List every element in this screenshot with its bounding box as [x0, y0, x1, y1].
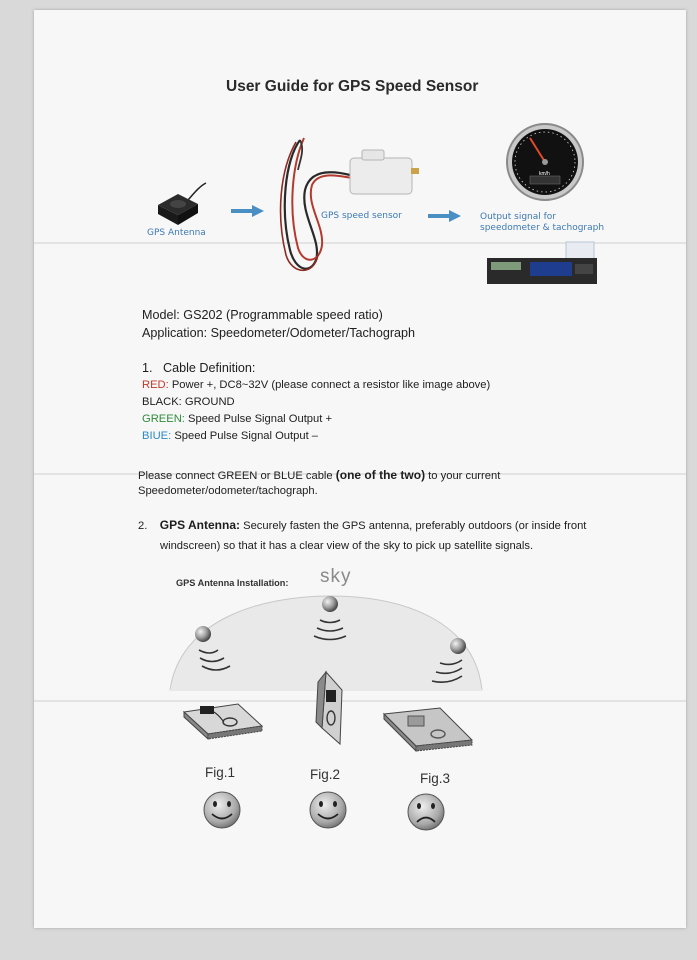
note-text: Please connect GREEN or BLUE cable [138, 470, 336, 482]
gps-antenna-label: GPS Antenna [147, 228, 206, 238]
page-title: User Guide for GPS Speed Sensor [226, 78, 479, 95]
cable-row-green [142, 413, 332, 425]
antenna-plate-icon [184, 704, 262, 739]
sad-face-icon [408, 794, 444, 830]
figure-label: Fig.3 [420, 771, 451, 786]
happy-face-icon [204, 792, 240, 828]
section-2-line2: windscreen) so that it has a clear view of the sky to pick up satellite signals. [160, 540, 534, 552]
gps-antenna-icon [158, 183, 206, 225]
section-title: GPS Antenna: [159, 518, 241, 532]
application-line: Application: Speedometer/Odometer/Tachograph [142, 326, 416, 340]
arrow-icon [231, 205, 264, 217]
cable-description: GROUND [181, 396, 235, 408]
cable-description: Power +, DC8~32V (please connect a resistor like image above) [168, 379, 491, 391]
cable-name: RED: [142, 379, 169, 391]
cable-name: BLACK: [142, 396, 182, 408]
section-number: 1. [142, 361, 153, 375]
connection-note [138, 468, 500, 482]
note-text: to your current [425, 470, 501, 482]
output-signal-label: Output signal for [480, 212, 556, 222]
tachograph-icon [487, 242, 597, 284]
section-number: 2. [138, 520, 148, 532]
section-text: Securely fasten the GPS antenna, preferably outdoors (or inside front [240, 520, 587, 532]
happy-face-icon [310, 792, 346, 828]
section-1-heading [142, 361, 255, 375]
installation-diagram [0, 580, 697, 850]
note-emphasis: (one of the two) [335, 468, 426, 482]
cable-row-red [142, 379, 490, 391]
arrow-icon [428, 210, 461, 222]
cable-row-black [142, 396, 235, 408]
cable-description: Speed Pulse Signal Output + [184, 413, 332, 425]
installation-label: GPS Antenna Installation: [176, 578, 289, 588]
section-2-line1 [138, 518, 586, 532]
connection-diagram [0, 0, 697, 300]
gauge-unit: km/h [539, 171, 550, 177]
cable-description: Speed Pulse Signal Output – [171, 430, 319, 442]
cable-name: GREEN: [142, 413, 185, 425]
model-line: Model: GS202 (Programmable speed ratio) [142, 308, 383, 322]
gps-speed-sensor-label: GPS speed sensor [321, 211, 402, 221]
section-title: Cable Definition: [163, 361, 256, 375]
antenna-plate-icon [384, 708, 472, 751]
sky-label: sky [320, 566, 352, 587]
connection-note-line2: Speedometer/odometer/tachograph. [138, 485, 318, 497]
gps-speed-sensor-icon [281, 138, 419, 270]
speedometer-gauge-icon [507, 124, 583, 200]
figure-label: Fig.2 [310, 767, 341, 782]
output-signal-label-line2: speedometer & tachograph [480, 223, 605, 233]
cable-row-blue [142, 430, 318, 442]
cable-name: BIUE: [142, 430, 172, 442]
figure-label: Fig.1 [205, 765, 236, 780]
